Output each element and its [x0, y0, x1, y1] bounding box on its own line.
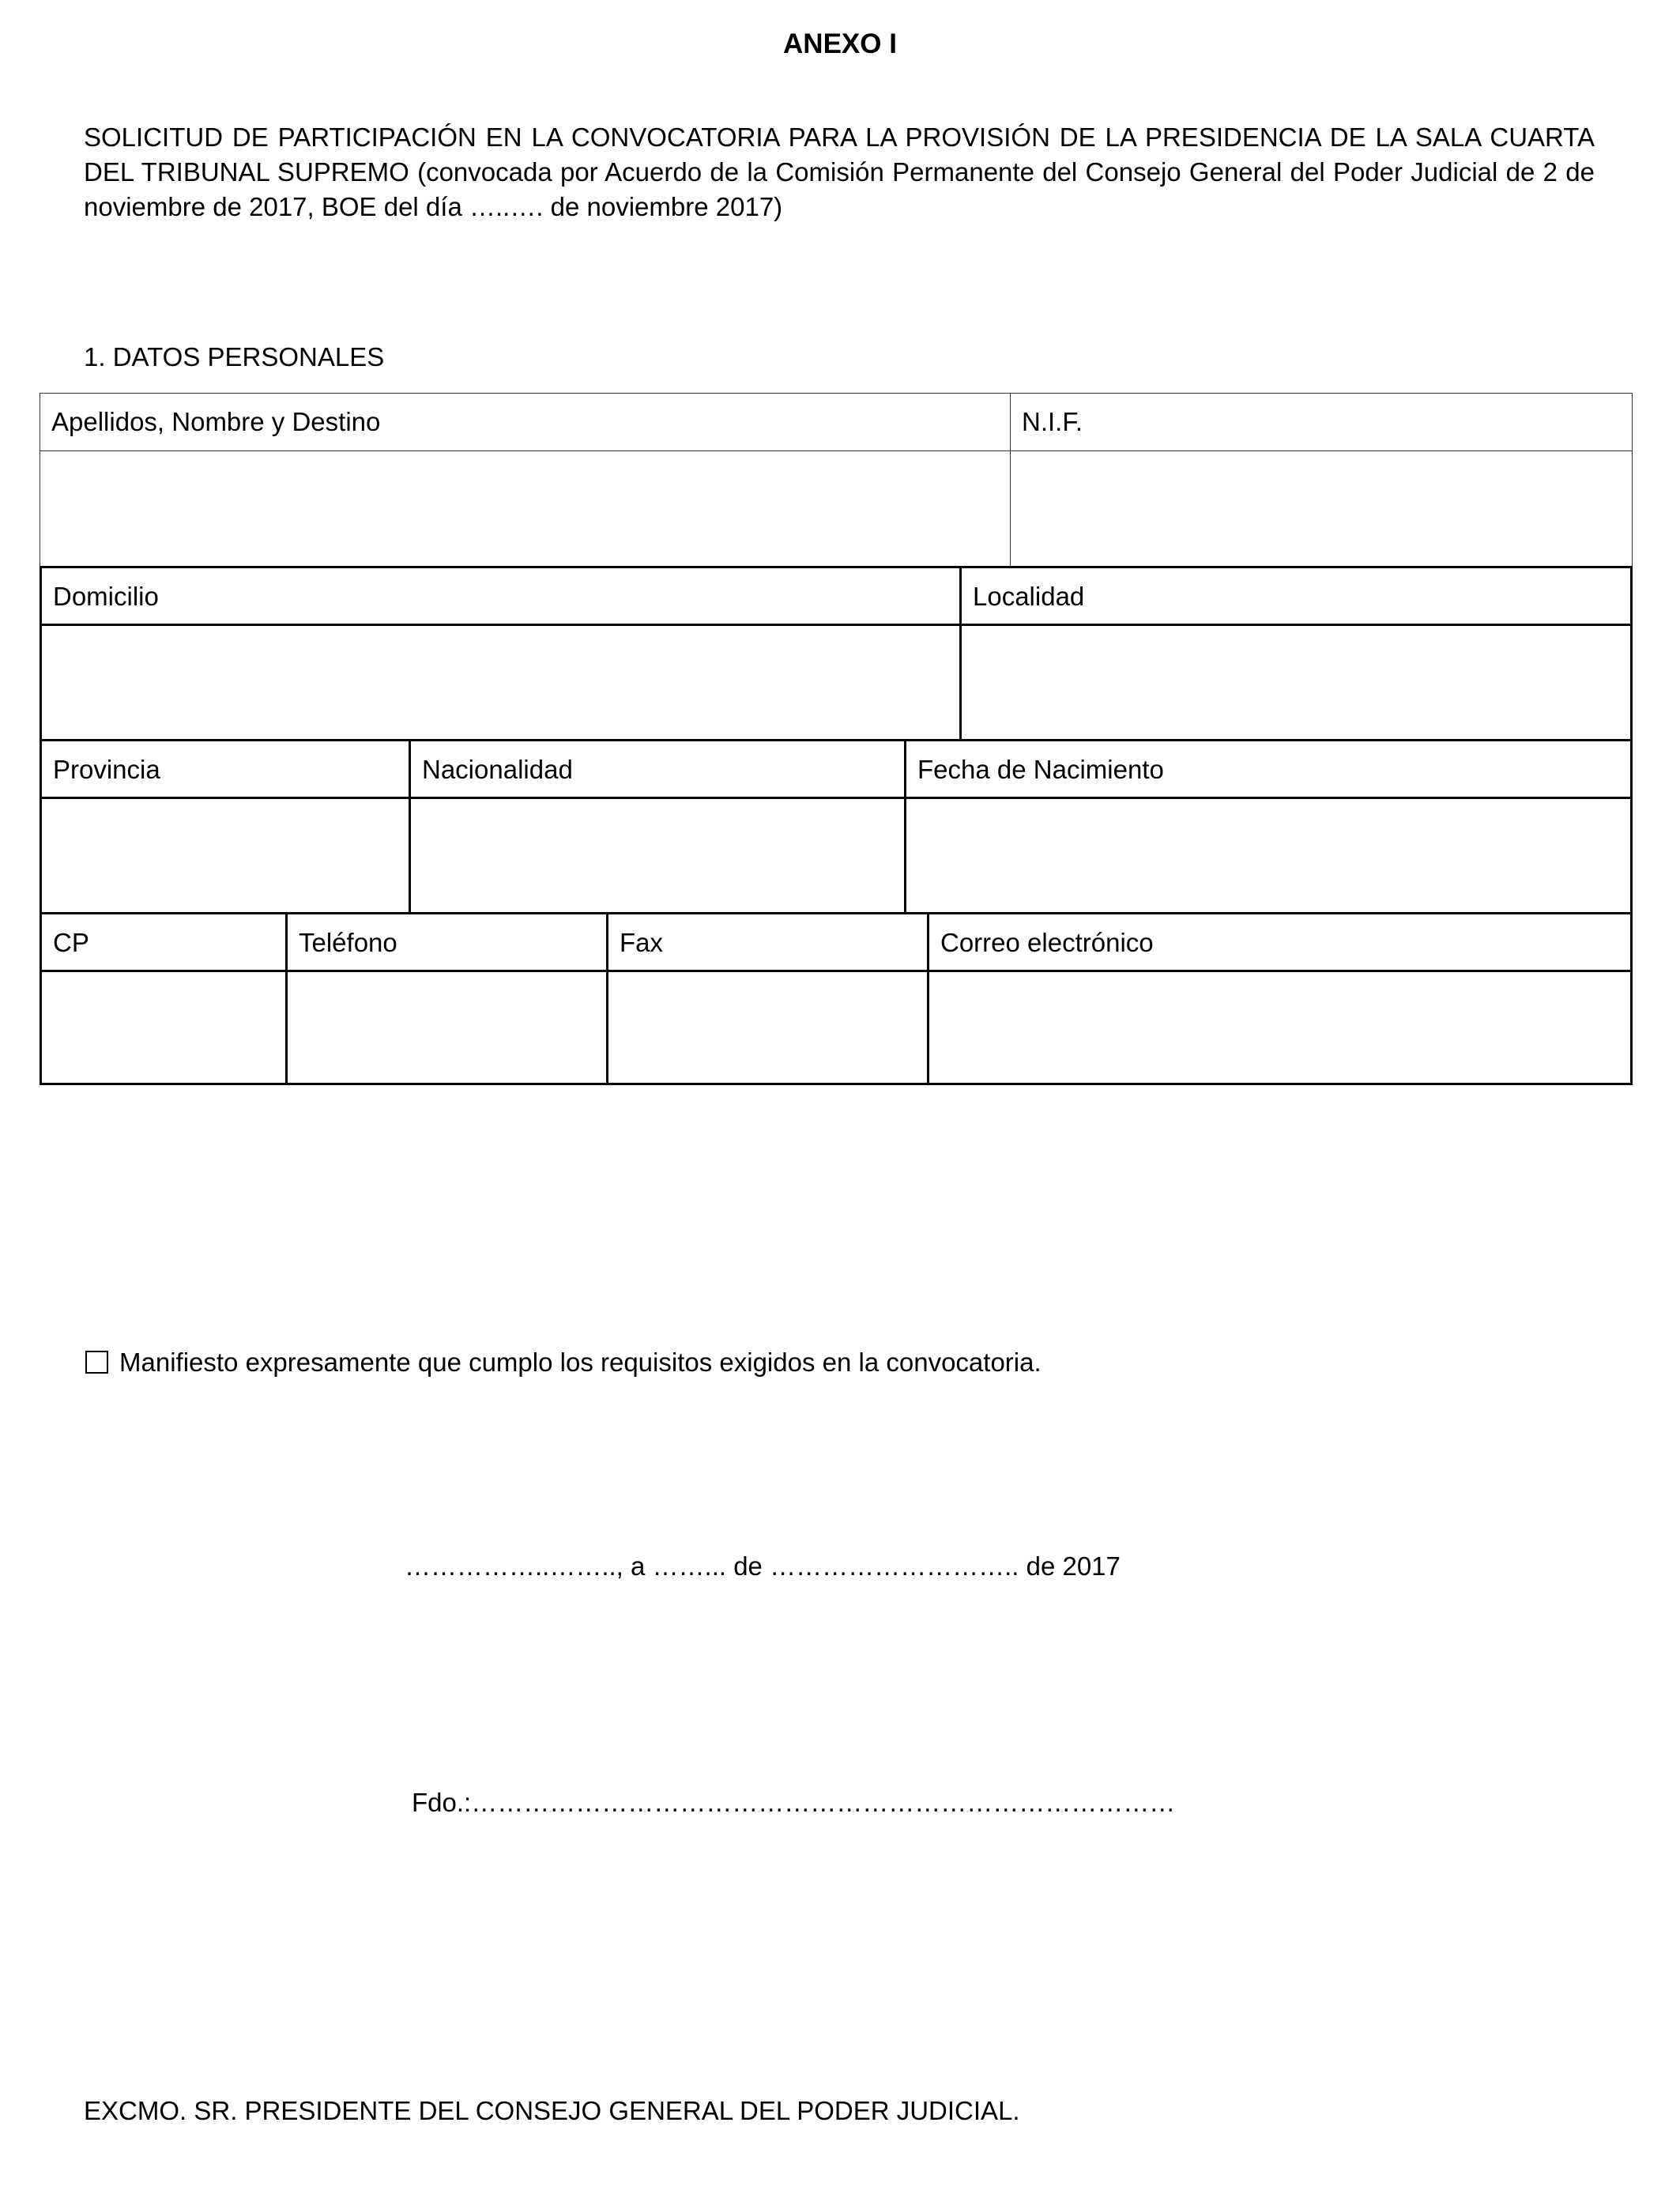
- nacionalidad-field[interactable]: [409, 797, 904, 912]
- nif-label: N.I.F.: [1010, 393, 1633, 450]
- date-line: ……………..…….., a ……... de ……………………….. de 2017: [405, 1551, 1121, 1581]
- localidad-label: Localidad: [959, 566, 1633, 624]
- cp-label: CP: [40, 912, 285, 970]
- localidad-field[interactable]: [959, 624, 1633, 739]
- form-row-1-labels: [40, 393, 1633, 450]
- apellidos-field[interactable]: [40, 450, 1010, 566]
- nif-field[interactable]: [1010, 450, 1633, 566]
- form-row-2-labels: [40, 566, 1633, 624]
- form-row-1-inputs: [40, 450, 1633, 566]
- addressee: EXCMO. SR. PRESIDENTE DEL CONSEJO GENERAL DEL PODER JUDICIAL.: [84, 2096, 1020, 2125]
- form-row-2-inputs: [40, 624, 1633, 739]
- domicilio-label: Domicilio: [40, 566, 959, 624]
- fecha-nacimiento-field[interactable]: [904, 797, 1633, 912]
- declaration-text: Manifiesto expresamente que cumplo los requisitos exigidos en la convocatoria.: [119, 1348, 1042, 1377]
- fax-label: Fax: [606, 912, 927, 970]
- cp-field[interactable]: [40, 970, 285, 1085]
- nacionalidad-label: Nacionalidad: [409, 739, 904, 797]
- apellidos-label: Apellidos, Nombre y Destino: [40, 393, 1010, 450]
- intro-paragraph: SOLICITUD DE PARTICIPACIÓN EN LA CONVOCATORIA PARA LA PROVISIÓN DE LA PRESIDENCIA DE LA SALA CUARTA DEL TRIBUNAL SUPREMO (convocada por Acuerdo de la Comisión Permanente del Consejo General del Poder Judicial de 2 de noviembre de 2017, BOE del día …..…. de noviembre 2017): [84, 123, 1595, 221]
- form-row-3-inputs: [40, 797, 1633, 912]
- telefono-label: Teléfono: [285, 912, 606, 970]
- correo-field[interactable]: [927, 970, 1633, 1085]
- telefono-field[interactable]: [285, 970, 606, 1085]
- correo-label: Correo electrónico: [927, 912, 1633, 970]
- form-row-3-labels: [40, 739, 1633, 797]
- document-title: ANEXO I: [783, 28, 897, 59]
- fecha-nacimiento-label: Fecha de Nacimiento: [904, 739, 1633, 797]
- form-row-4-inputs: [40, 970, 1633, 1085]
- domicilio-field[interactable]: [40, 624, 959, 739]
- declaration-checkbox[interactable]: [85, 1351, 108, 1374]
- declaration: [85, 1345, 1042, 1380]
- provincia-label: Provincia: [40, 739, 409, 797]
- fax-field[interactable]: [606, 970, 927, 1085]
- section-title: 1. DATOS PERSONALES: [84, 342, 385, 371]
- form-row-4-labels: [40, 912, 1633, 970]
- provincia-field[interactable]: [40, 797, 409, 912]
- signature-line: Fdo.:………………………………………………………………………: [412, 1788, 1176, 1817]
